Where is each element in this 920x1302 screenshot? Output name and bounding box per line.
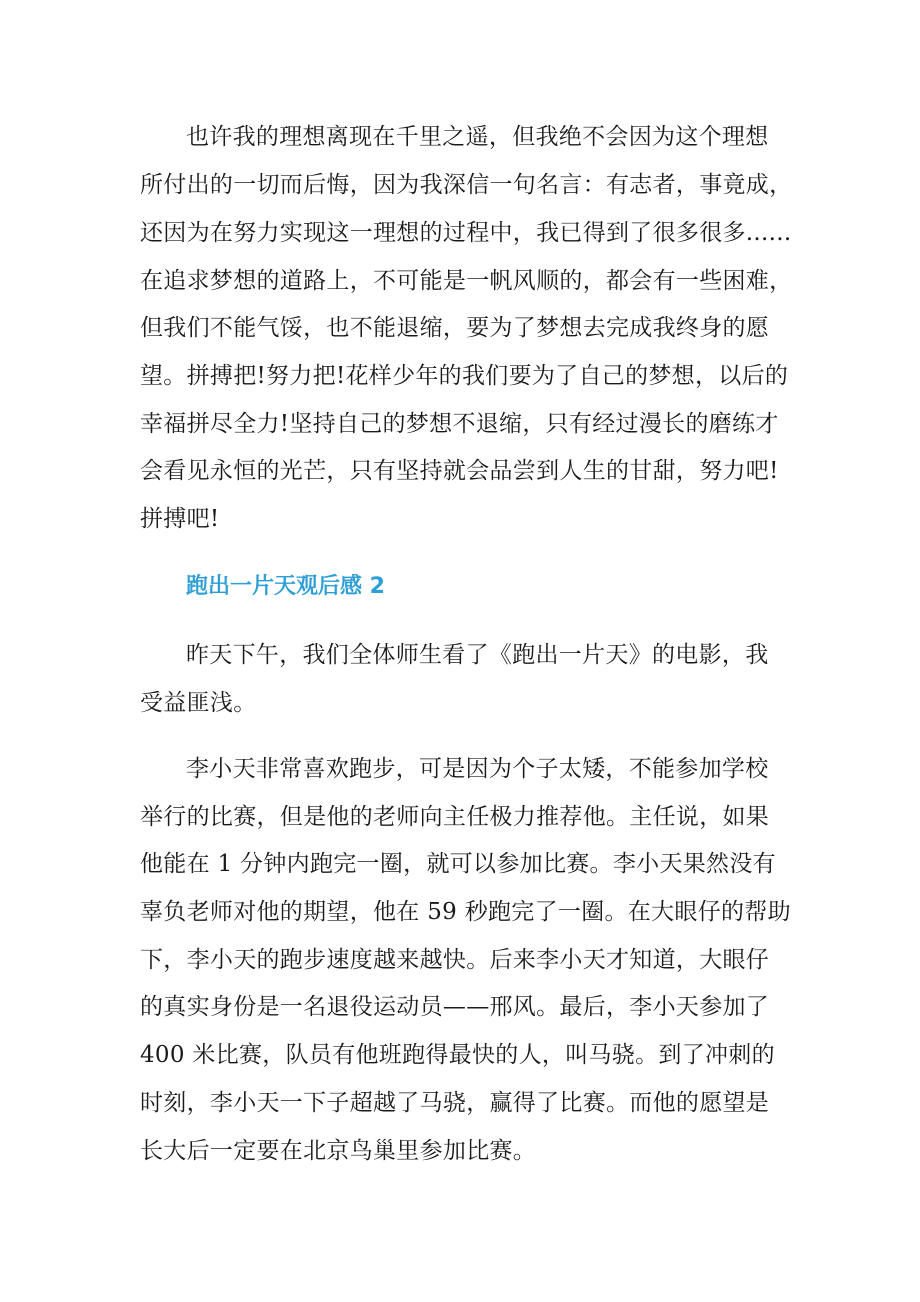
paragraph-line: 在追求梦想的道路上，不可能是一帆风顺的，都会有一些困难， bbox=[140, 268, 793, 294]
paragraph-line: 他能在 1 分钟内跑完一圈，就可以参加比赛。李小天果然没有 bbox=[140, 851, 776, 877]
paragraph-line: 但我们不能气馁，也不能退缩，要为了梦想去完成我终身的愿 bbox=[140, 315, 770, 341]
paragraph-line: 的真实身份是一名退役运动员——邢风。最后，李小天参加了 bbox=[140, 994, 770, 1020]
paragraph-line: 望。拼搏把!努力把!花样少年的我们要为了自己的梦想，以后的 bbox=[140, 363, 789, 389]
paragraph-line: 幸福拼尽全力!坚持自己的梦想不退缩，只有经过漫长的磨练才 bbox=[140, 411, 779, 437]
paragraph-line: 长大后一定要在北京鸟巢里参加比赛。 bbox=[140, 1138, 537, 1164]
paragraph-line: 李小天非常喜欢跑步，可是因为个子太矮，不能参加学校 bbox=[186, 756, 769, 782]
paragraph-line: 会看见永恒的光芒，只有坚持就会品尝到人生的甘甜，努力吧! bbox=[140, 458, 779, 484]
paragraph-line: 举行的比赛，但是他的老师向主任极力推荐他。主任说，如果 bbox=[140, 804, 770, 830]
paragraph-line: 也许我的理想离现在千里之遥，但我绝不会因为这个理想 bbox=[186, 124, 769, 150]
paragraph-line: 拼搏吧! bbox=[140, 506, 220, 532]
section-heading: 跑出一片天观后感 2 bbox=[186, 574, 385, 599]
paragraph-line: 所付出的一切而后悔，因为我深信一句名言：有志者，事竟成， bbox=[140, 172, 793, 198]
paragraph-line: 还因为在努力实现这一理想的过程中，我已得到了很多很多...... bbox=[140, 220, 792, 246]
paragraph-line: 下，李小天的跑步速度越来越快。后来李小天才知道，大眼仔 bbox=[140, 947, 770, 973]
paragraph-line: 昨天下午，我们全体师生看了《跑出一片天》的电影，我 bbox=[186, 642, 769, 668]
paragraph-line: 400 米比赛，队员有他班跑得最快的人，叫马骁。到了冲刺的 bbox=[140, 1042, 775, 1068]
paragraph-line: 辜负老师对他的期望，他在 59 秒跑完了一圈。在大眼仔的帮助 bbox=[140, 899, 791, 925]
paragraph-line: 受益匪浅。 bbox=[140, 690, 257, 716]
paragraph-line: 时刻，李小天一下子超越了马骁，赢得了比赛。而他的愿望是 bbox=[140, 1090, 770, 1116]
